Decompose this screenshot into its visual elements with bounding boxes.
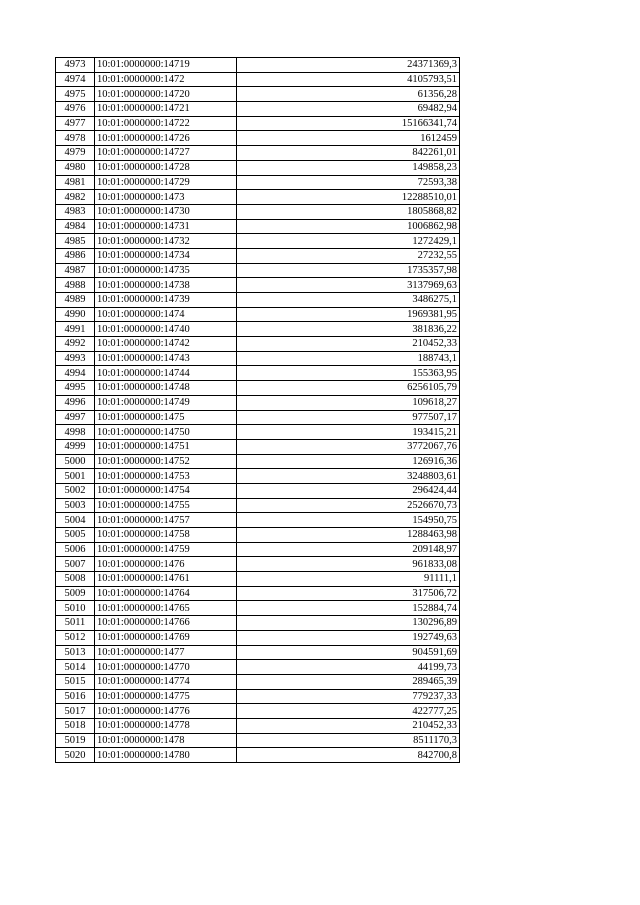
cadastral-number-cell: 10:01:0000000:1478: [95, 733, 237, 748]
cadastral-number-cell: 10:01:0000000:14776: [95, 704, 237, 719]
cadastral-number-cell: 10:01:0000000:14780: [95, 748, 237, 763]
cadastral-value-cell: 1288463,98: [237, 528, 460, 543]
cadastral-number-cell: 10:01:0000000:14727: [95, 146, 237, 161]
cadastral-value-cell: 381836,22: [237, 322, 460, 337]
cadastral-value-cell: 1735357,98: [237, 263, 460, 278]
table-row: [56, 72, 460, 87]
row-number-cell: 4995: [56, 381, 95, 396]
cadastral-number-cell: 10:01:0000000:14755: [95, 498, 237, 513]
table-row: [56, 616, 460, 631]
cadastral-number-cell: 10:01:0000000:14734: [95, 248, 237, 263]
row-number-cell: 5008: [56, 572, 95, 587]
cadastral-number-cell: 10:01:0000000:14730: [95, 204, 237, 219]
row-number-cell: 4984: [56, 219, 95, 234]
row-number-cell: 5007: [56, 557, 95, 572]
cadastral-number-cell: 10:01:0000000:14759: [95, 542, 237, 557]
cadastral-value-cell: 44199,73: [237, 660, 460, 675]
row-number-cell: 4992: [56, 337, 95, 352]
table-row: [56, 175, 460, 190]
cadastral-value-table: [55, 57, 460, 763]
row-number-cell: 4996: [56, 395, 95, 410]
cadastral-value-cell: 779237,33: [237, 689, 460, 704]
cadastral-value-cell: 109618,27: [237, 395, 460, 410]
row-number-cell: 4977: [56, 116, 95, 131]
row-number-cell: 4998: [56, 425, 95, 440]
cadastral-value-cell: 24371369,3: [237, 58, 460, 73]
table-row: [56, 381, 460, 396]
row-number-cell: 5015: [56, 674, 95, 689]
row-number-cell: 4989: [56, 293, 95, 308]
table-row: [56, 498, 460, 513]
table-row: [56, 660, 460, 675]
cadastral-value-cell: 188743,1: [237, 351, 460, 366]
cadastral-number-cell: 10:01:0000000:14738: [95, 278, 237, 293]
cadastral-number-cell: 10:01:0000000:14775: [95, 689, 237, 704]
cadastral-value-cell: 12288510,01: [237, 190, 460, 205]
cadastral-value-cell: 3248803,61: [237, 469, 460, 484]
cadastral-value-cell: 842700,8: [237, 748, 460, 763]
cadastral-number-cell: 10:01:0000000:1474: [95, 307, 237, 322]
cadastral-value-cell: 192749,63: [237, 630, 460, 645]
row-number-cell: 5005: [56, 528, 95, 543]
cadastral-number-cell: 10:01:0000000:14766: [95, 616, 237, 631]
table-row: [56, 630, 460, 645]
cadastral-number-cell: 10:01:0000000:14754: [95, 483, 237, 498]
cadastral-number-cell: 10:01:0000000:14740: [95, 322, 237, 337]
table-row: [56, 263, 460, 278]
row-number-cell: 5004: [56, 513, 95, 528]
cadastral-number-cell: 10:01:0000000:14726: [95, 131, 237, 146]
cadastral-value-cell: 61356,28: [237, 87, 460, 102]
cadastral-value-cell: 296424,44: [237, 483, 460, 498]
table-row: [56, 425, 460, 440]
table-row: [56, 572, 460, 587]
table-row: [56, 190, 460, 205]
table-row: [56, 248, 460, 263]
row-number-cell: 4994: [56, 366, 95, 381]
table-row: [56, 102, 460, 117]
table-row: [56, 146, 460, 161]
cadastral-value-cell: 130296,89: [237, 616, 460, 631]
cadastral-number-cell: 10:01:0000000:1477: [95, 645, 237, 660]
cadastral-value-cell: 842261,01: [237, 146, 460, 161]
cadastral-value-cell: 3772067,76: [237, 439, 460, 454]
cadastral-number-cell: 10:01:0000000:14731: [95, 219, 237, 234]
cadastral-value-cell: 1006862,98: [237, 219, 460, 234]
cadastral-value-cell: 27232,55: [237, 248, 460, 263]
row-number-cell: 5001: [56, 469, 95, 484]
cadastral-number-cell: 10:01:0000000:14752: [95, 454, 237, 469]
cadastral-number-cell: 10:01:0000000:14743: [95, 351, 237, 366]
table-row: [56, 87, 460, 102]
table-row: [56, 704, 460, 719]
cadastral-number-cell: 10:01:0000000:14728: [95, 160, 237, 175]
row-number-cell: 5010: [56, 601, 95, 616]
cadastral-number-cell: 10:01:0000000:14735: [95, 263, 237, 278]
table-row: [56, 483, 460, 498]
row-number-cell: 5016: [56, 689, 95, 704]
cadastral-value-cell: 210452,33: [237, 337, 460, 352]
table-row: [56, 733, 460, 748]
table-body: [56, 58, 460, 763]
row-number-cell: 5020: [56, 748, 95, 763]
cadastral-value-cell: 155363,95: [237, 366, 460, 381]
row-number-cell: 5002: [56, 483, 95, 498]
row-number-cell: 5017: [56, 704, 95, 719]
cadastral-value-cell: 1612459: [237, 131, 460, 146]
table-row: [56, 469, 460, 484]
cadastral-number-cell: 10:01:0000000:14778: [95, 718, 237, 733]
cadastral-value-cell: 152884,74: [237, 601, 460, 616]
table-row: [56, 454, 460, 469]
table-row: [56, 160, 460, 175]
table-row: [56, 58, 460, 73]
cadastral-number-cell: 10:01:0000000:1476: [95, 557, 237, 572]
table-row: [56, 601, 460, 616]
cadastral-number-cell: 10:01:0000000:14721: [95, 102, 237, 117]
cadastral-value-cell: 8511170,3: [237, 733, 460, 748]
cadastral-value-cell: 1805868,82: [237, 204, 460, 219]
row-number-cell: 4993: [56, 351, 95, 366]
row-number-cell: 4985: [56, 234, 95, 249]
table-row: [56, 278, 460, 293]
cadastral-value-cell: 193415,21: [237, 425, 460, 440]
cadastral-value-cell: 209148,97: [237, 542, 460, 557]
row-number-cell: 5006: [56, 542, 95, 557]
table-row: [56, 528, 460, 543]
cadastral-number-cell: 10:01:0000000:14749: [95, 395, 237, 410]
cadastral-number-cell: 10:01:0000000:14774: [95, 674, 237, 689]
row-number-cell: 4973: [56, 58, 95, 73]
table-row: [56, 513, 460, 528]
row-number-cell: 5014: [56, 660, 95, 675]
cadastral-number-cell: 10:01:0000000:14770: [95, 660, 237, 675]
table-row: [56, 293, 460, 308]
table-row: [56, 204, 460, 219]
row-number-cell: 4991: [56, 322, 95, 337]
table-row: [56, 307, 460, 322]
cadastral-value-cell: 210452,33: [237, 718, 460, 733]
cadastral-value-cell: 1272429,1: [237, 234, 460, 249]
cadastral-value-cell: 69482,94: [237, 102, 460, 117]
cadastral-value-cell: 3486275,1: [237, 293, 460, 308]
table-row: [56, 748, 460, 763]
row-number-cell: 4987: [56, 263, 95, 278]
table-row: [56, 439, 460, 454]
cadastral-value-cell: 3137969,63: [237, 278, 460, 293]
table-row: [56, 322, 460, 337]
table-row: [56, 351, 460, 366]
cadastral-number-cell: 10:01:0000000:14761: [95, 572, 237, 587]
row-number-cell: 5013: [56, 645, 95, 660]
cadastral-value-cell: 4105793,51: [237, 72, 460, 87]
row-number-cell: 4978: [56, 131, 95, 146]
row-number-cell: 4983: [56, 204, 95, 219]
cadastral-value-cell: 149858,23: [237, 160, 460, 175]
cadastral-number-cell: 10:01:0000000:14744: [95, 366, 237, 381]
cadastral-number-cell: 10:01:0000000:14758: [95, 528, 237, 543]
cadastral-number-cell: 10:01:0000000:1475: [95, 410, 237, 425]
row-number-cell: 4981: [56, 175, 95, 190]
table-row: [56, 366, 460, 381]
table-row: [56, 219, 460, 234]
cadastral-value-cell: 422777,25: [237, 704, 460, 719]
cadastral-number-cell: 10:01:0000000:14722: [95, 116, 237, 131]
cadastral-number-cell: 10:01:0000000:14765: [95, 601, 237, 616]
cadastral-value-cell: 2526670,73: [237, 498, 460, 513]
cadastral-value-cell: 126916,36: [237, 454, 460, 469]
cadastral-value-cell: 6256105,79: [237, 381, 460, 396]
row-number-cell: 5019: [56, 733, 95, 748]
cadastral-value-cell: 961833,08: [237, 557, 460, 572]
cadastral-value-cell: 317506,72: [237, 586, 460, 601]
table-row: [56, 718, 460, 733]
cadastral-value-cell: 15166341,74: [237, 116, 460, 131]
row-number-cell: 4986: [56, 248, 95, 263]
row-number-cell: 5000: [56, 454, 95, 469]
table-row: [56, 542, 460, 557]
cadastral-value-cell: 91111,1: [237, 572, 460, 587]
row-number-cell: 5011: [56, 616, 95, 631]
cadastral-number-cell: 10:01:0000000:14764: [95, 586, 237, 601]
table-row: [56, 410, 460, 425]
row-number-cell: 4997: [56, 410, 95, 425]
row-number-cell: 5018: [56, 718, 95, 733]
cadastral-number-cell: 10:01:0000000:14750: [95, 425, 237, 440]
table-row: [56, 586, 460, 601]
cadastral-value-cell: 904591,69: [237, 645, 460, 660]
cadastral-number-cell: 10:01:0000000:14751: [95, 439, 237, 454]
row-number-cell: 4980: [56, 160, 95, 175]
cadastral-number-cell: 10:01:0000000:14739: [95, 293, 237, 308]
cadastral-number-cell: 10:01:0000000:14719: [95, 58, 237, 73]
row-number-cell: 4990: [56, 307, 95, 322]
cadastral-number-cell: 10:01:0000000:14748: [95, 381, 237, 396]
row-number-cell: 4999: [56, 439, 95, 454]
cadastral-number-cell: 10:01:0000000:1473: [95, 190, 237, 205]
cadastral-value-cell: 1969381,95: [237, 307, 460, 322]
row-number-cell: 5009: [56, 586, 95, 601]
row-number-cell: 4974: [56, 72, 95, 87]
row-number-cell: 4976: [56, 102, 95, 117]
row-number-cell: 4988: [56, 278, 95, 293]
cadastral-value-cell: 154950,75: [237, 513, 460, 528]
cadastral-number-cell: 10:01:0000000:14729: [95, 175, 237, 190]
cadastral-number-cell: 10:01:0000000:14757: [95, 513, 237, 528]
table-row: [56, 645, 460, 660]
table-row: [56, 395, 460, 410]
cadastral-number-cell: 10:01:0000000:14720: [95, 87, 237, 102]
cadastral-value-cell: 977507,17: [237, 410, 460, 425]
cadastral-number-cell: 10:01:0000000:14769: [95, 630, 237, 645]
cadastral-number-cell: 10:01:0000000:1472: [95, 72, 237, 87]
cadastral-number-cell: 10:01:0000000:14742: [95, 337, 237, 352]
row-number-cell: 5012: [56, 630, 95, 645]
cadastral-value-cell: 289465,39: [237, 674, 460, 689]
table-row: [56, 337, 460, 352]
table-row: [56, 131, 460, 146]
row-number-cell: 4979: [56, 146, 95, 161]
row-number-cell: 4975: [56, 87, 95, 102]
row-number-cell: 5003: [56, 498, 95, 513]
cadastral-value-cell: 72593,38: [237, 175, 460, 190]
cadastral-number-cell: 10:01:0000000:14753: [95, 469, 237, 484]
table-row: [56, 234, 460, 249]
row-number-cell: 4982: [56, 190, 95, 205]
table-row: [56, 557, 460, 572]
table-row: [56, 116, 460, 131]
cadastral-number-cell: 10:01:0000000:14732: [95, 234, 237, 249]
table-row: [56, 674, 460, 689]
table-row: [56, 689, 460, 704]
